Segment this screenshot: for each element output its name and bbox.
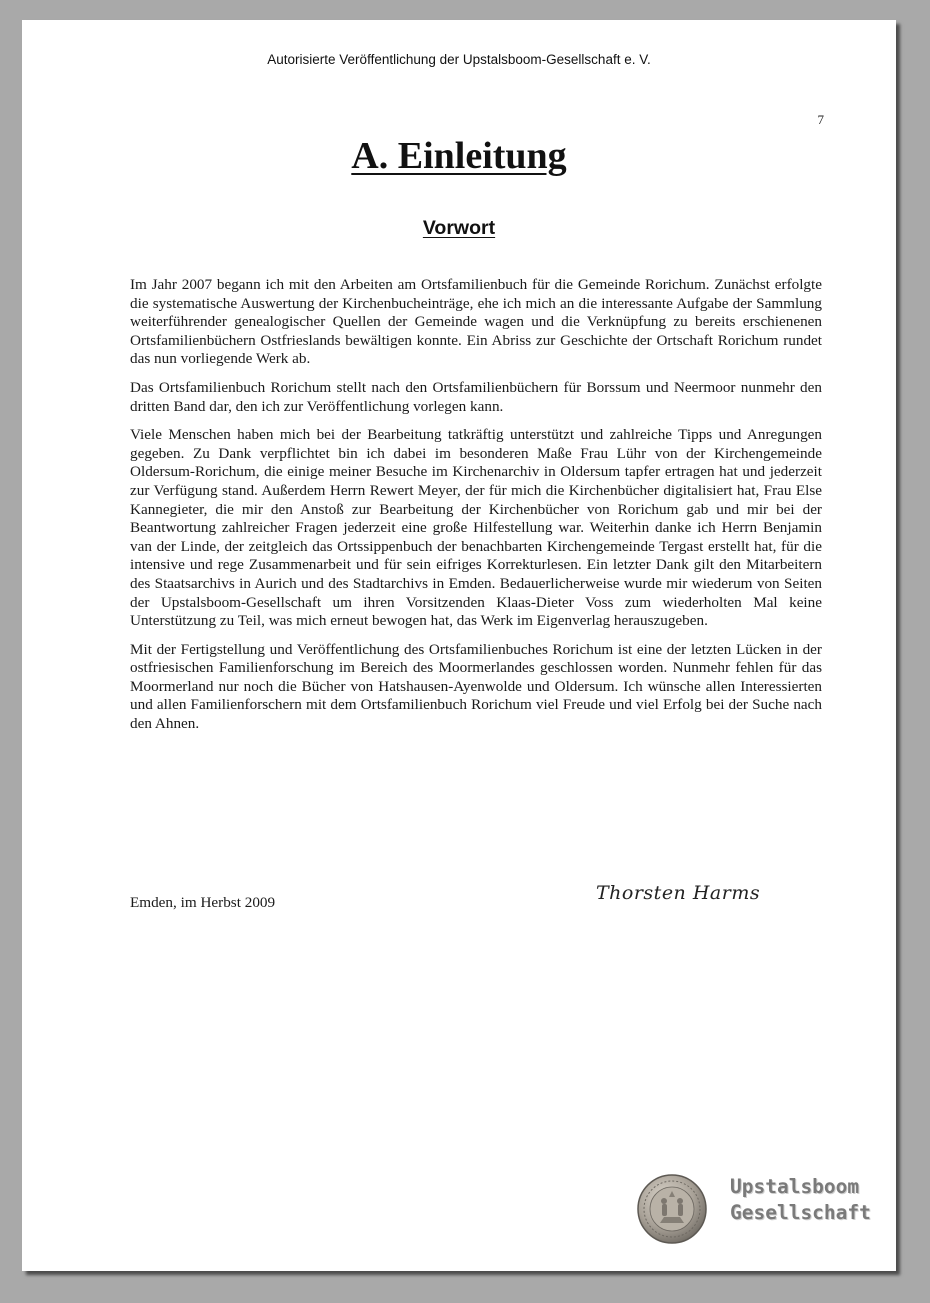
upstalsboom-watermark <box>730 1174 871 1226</box>
paragraph-3: Viele Menschen haben mich bei der Bearbeitung tatkräftig unterstützt und zahlreiche Tipps und Anregungen gegeben. Zu Dank verpflichtet bin ich dabei im besonderen Maße Frau Lühr von der Kirchengemeinde Oldersum-Rorichum, die einige meiner Besuche im Kirchenarchiv in Oldersum tapfer ertragen hat und jederzeit zur Verfügung stand. Außerdem Herrn Rewert Meyer, der für mich die Kirchenbücher digitalisiert hat, Frau Else Kannegieter, die mir den Anstoß zur Bearbeitung der Kirchenbücher von Rorichum gab und mir bei der Beantwortung zahlreicher Fragen jederzeit eine große Hilfestellung war. Weiterhin danke ich Herrn Benjamin van der Linde, der zeitgleich das Ortssippenbuch der benachbarten Kirchengemeinde Tergast erstellt hat, für die intensive und rege Zusammenarbeit und für sein eifriges Korrekturlesen. Ein letzter Dank gilt den Mitarbeitern des Staatsarchivs in Aurich und des Stadtarchivs in Emden. Bedauerlicherweise wurde mir wiederum von Seiten der Upstalsboom-Gesellschaft um ihren Vorsitzenden Klaas-Dieter Voss zum wiederholten Mal keine Unterstützung zu Teil, was mich erneut bewogen hat, das Werk im Eigenverlag herauszugeben. <box>130 426 822 630</box>
document-page <box>22 20 896 1271</box>
section-title: Vorwort <box>422 217 496 239</box>
author-signature: Thorsten Harms <box>596 882 761 904</box>
paragraph-2: Das Ortsfamilienbuch Rorichum stellt nach den Ortsfamilienbüchern für Borssum und Neermoor nunmehr den dritten Band dar, den ich zur Veröffentlichung vorlegen kann. <box>130 378 822 415</box>
paragraph-1: Im Jahr 2007 begann ich mit den Arbeiten am Ortsfamilienbuch für die Gemeinde Rorichum. Zunächst erfolgte die systematische Auswertung der Kirchenbucheinträge, ehe ich mich an die interessante Aufgabe der Sammlung weiterführender genealogischer Quellen der Gemeinde wagen und die Verknüpfung zu bereits erschienenen Ortsfamilienbüchern Ostfrieslands bewältigen konnte. Ein Abriss zur Geschichte der Ortschaft Rorichum rundet das nun vorliegende Werk ab. <box>130 276 822 368</box>
page-number: 7 <box>817 112 824 127</box>
publication-header: Autorisierte Veröffentlichung der Upstalsboom-Gesellschaft e. V. <box>267 52 651 67</box>
chapter-title: A. Einleitung <box>351 135 567 177</box>
watermark-line-1: Upstalsboom <box>730 1175 860 1198</box>
paragraph-4: Mit der Fertigstellung und Veröffentlichung des Ortsfamilienbuches Rorichum ist eine der letzten Lücken in der ostfriesischen Familienforschung im Bereich des Moormerlandes geschlossen worden. Nunmehr fehlen für das Moormerland nur noch die Bücher von Hatshausen-Ayenwolde und Oldersum. Ich wünsche allen Interessierten und allen Familienforschern mit dem Ortsfamilienbuch Rorichum viel Freude und viel Erfolg bei der Suche nach den Ahnen. <box>130 640 822 733</box>
seal-icon <box>636 1173 708 1245</box>
watermark-line-2: Gesellschaft <box>730 1201 871 1224</box>
place-date: Emden, im Herbst 2009 <box>130 894 276 911</box>
foreword-body <box>130 276 822 744</box>
